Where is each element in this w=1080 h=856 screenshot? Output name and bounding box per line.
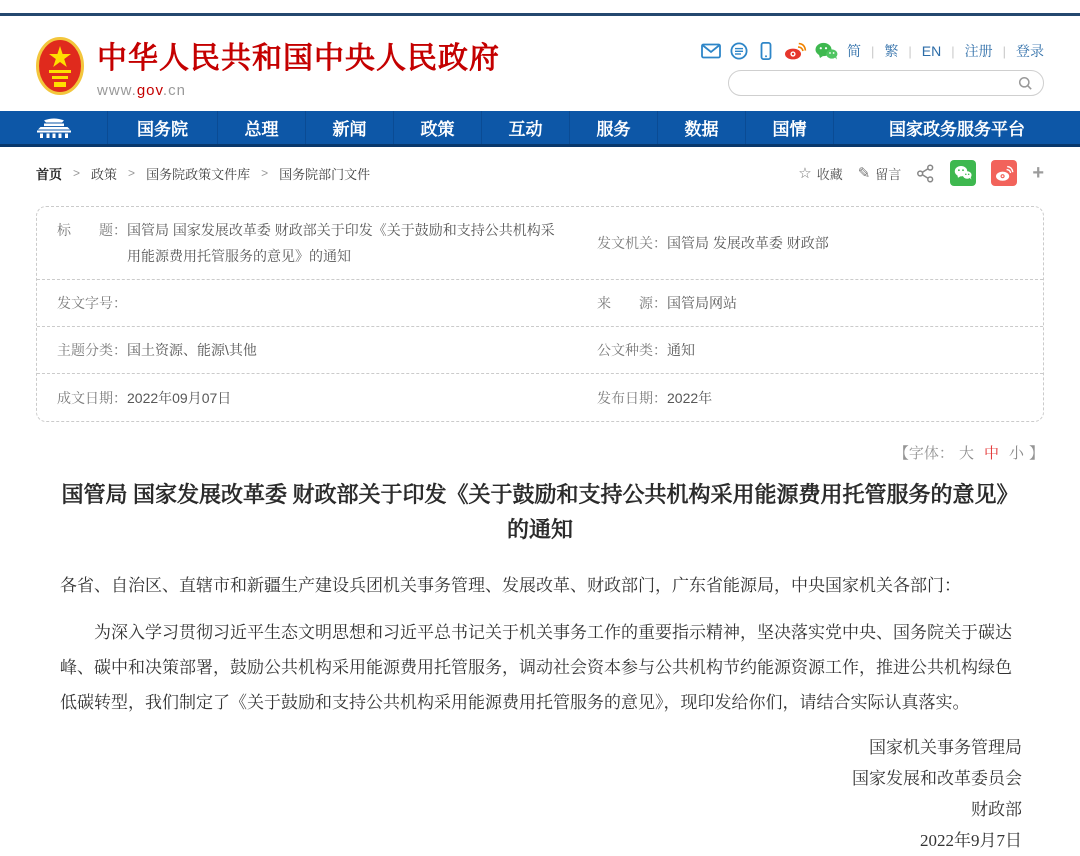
nav-item-interaction[interactable]: 互动 [481, 111, 569, 144]
signature-line: 财政部 [971, 800, 1022, 819]
font-size-medium-button[interactable]: 中 [983, 445, 999, 462]
main-nav [0, 111, 1080, 147]
meta-label-document-type: 公文种类： [597, 342, 667, 358]
breadcrumb-separator: > [128, 166, 136, 180]
breadcrumb-row [0, 147, 1080, 201]
nav-home[interactable] [0, 111, 107, 144]
meta-value-written-date: 2022年09月07日 [127, 389, 232, 406]
meta-value-document-type: 通知 [667, 342, 695, 358]
meta-value-title: 国管局 国家发展改革委 财政部关于印发《关于鼓励和支持公共机构采用能源费用托管服务的意见》的通知 [127, 222, 555, 264]
url-prefix: www. [97, 82, 137, 99]
signature-line: 国家发展和改革委员会 [852, 769, 1022, 788]
meta-label-written-date: 成文日期： [57, 389, 127, 406]
brand-text [97, 33, 500, 99]
lang-simplified[interactable]: 简 [846, 43, 861, 59]
comment-label: 留言 [875, 166, 902, 182]
meta-row-dates [37, 374, 1043, 421]
page-actions [798, 160, 1044, 186]
weibo-icon[interactable] [784, 42, 806, 60]
mobile-icon[interactable] [757, 42, 775, 60]
more-share-icon[interactable]: + [1032, 161, 1044, 184]
site-header [0, 16, 1080, 111]
font-widget-open-bracket: 【 [893, 445, 909, 462]
breadcrumb-home[interactable]: 首页 [36, 166, 63, 182]
meta-value-source: 国管局网站 [667, 295, 737, 311]
breadcrumb-separator: > [73, 166, 81, 180]
nav-item-news[interactable]: 新闻 [305, 111, 393, 144]
header-icon-row [701, 41, 1044, 61]
meta-value-publish-date: 2022年 [667, 389, 713, 406]
font-widget-label: 字体： [908, 445, 954, 462]
meta-cell-publish-date [577, 375, 1043, 421]
nav-item-state-council[interactable]: 国务院 [107, 111, 217, 144]
register-link[interactable]: 注册 [964, 43, 993, 59]
search-icon[interactable] [1018, 76, 1033, 91]
signature-block [58, 732, 1022, 856]
meta-value-issuing-agency: 国管局 发展改革委 财政部 [667, 235, 829, 251]
meta-label-issuing-agency: 发文机关： [597, 235, 667, 251]
favorite-button[interactable] [798, 164, 842, 183]
breadcrumb-policy-library[interactable]: 国务院政策文件库 [146, 166, 251, 182]
document-meta-table [36, 206, 1044, 422]
meta-cell-document-type [577, 327, 1043, 373]
document-title: 国管局 国家发展改革委 财政部关于印发《关于鼓励和支持公共机构采用能源费用托管服务的意见》的通知 [61, 482, 1019, 542]
nav-item-services[interactable]: 服务 [569, 111, 657, 144]
meta-label-topic-category: 主题分类： [57, 342, 127, 358]
star-icon: ☆ [798, 165, 812, 182]
breadcrumb [36, 164, 370, 183]
breadcrumb-policy[interactable]: 政策 [91, 166, 118, 182]
share-weibo-icon[interactable] [991, 160, 1017, 186]
document-salutation: 各省、自治区、直辖市和新疆生产建设兵团机关事务管理、发展改革、财政部门，广东省能源局，中央国家机关各部门： [60, 576, 961, 595]
url-suffix: .cn [162, 82, 186, 99]
meta-label-publish-date: 发布日期： [597, 389, 667, 406]
meta-value-topic-category: 国土资源、能源\其他 [127, 342, 257, 358]
font-size-large-button[interactable]: 大 [958, 445, 974, 462]
share-icon[interactable] [916, 164, 935, 183]
national-emblem-logo [36, 37, 84, 95]
font-widget-close-bracket: 】 [1028, 445, 1044, 462]
meta-cell-issuing-agency [577, 220, 1043, 266]
meta-cell-topic-category [37, 327, 577, 373]
signature-date: 2022年9月7日 [920, 831, 1022, 850]
meta-cell-reference-number [37, 280, 577, 326]
nav-item-data[interactable]: 数据 [657, 111, 745, 144]
lang-separator: | [1002, 43, 1006, 59]
header-right [701, 33, 1044, 99]
site-title[interactable]: 中华人民共和国中央人民政府 [97, 42, 500, 75]
meta-cell-title [37, 207, 577, 279]
font-size-small-button[interactable]: 小 [1008, 445, 1024, 462]
url-gov: gov [136, 82, 163, 99]
lang-english[interactable]: EN [921, 43, 942, 59]
meta-label-reference-number: 发文字号： [57, 295, 127, 311]
site-url[interactable] [97, 82, 500, 99]
meta-cell-written-date [37, 375, 577, 421]
meta-row-title [37, 207, 1043, 280]
meta-label-title: 标 题： [57, 222, 127, 238]
nav-item-gov-service-platform[interactable]: 国家政务服务平台 [833, 111, 1080, 144]
lang-separator: | [908, 43, 912, 59]
tiananmen-home-icon [31, 116, 77, 139]
lang-separator: | [951, 43, 955, 59]
nav-item-policy[interactable]: 政策 [393, 111, 481, 144]
meta-cell-source [577, 280, 1043, 326]
pencil-icon: ✎ [857, 165, 871, 182]
lang-separator: | [870, 43, 875, 59]
wechat-icon[interactable] [815, 42, 838, 60]
breadcrumb-separator: > [261, 166, 269, 180]
lang-traditional[interactable]: 繁 [884, 43, 899, 59]
login-link[interactable]: 登录 [1016, 43, 1044, 59]
share-wechat-icon[interactable] [950, 160, 976, 186]
breadcrumb-dept-documents[interactable]: 国务院部门文件 [279, 166, 371, 182]
comment-button[interactable] [858, 164, 902, 183]
search-box[interactable] [728, 70, 1044, 96]
mail-icon[interactable] [701, 43, 721, 59]
signature-line: 国家机关事务管理局 [869, 738, 1022, 757]
meta-row-topic-type [37, 327, 1043, 374]
meta-row-refnum-source [37, 280, 1043, 327]
message-icon[interactable] [730, 42, 748, 60]
meta-label-source: 来 源： [597, 295, 667, 311]
nav-item-national[interactable]: 国情 [745, 111, 833, 144]
nav-item-premier[interactable]: 总理 [217, 111, 305, 144]
font-size-widget [36, 442, 1044, 463]
site-brand[interactable] [36, 33, 500, 99]
favorite-label: 收藏 [816, 166, 843, 182]
search-input[interactable] [739, 76, 1018, 91]
document-paragraph: 为深入学习贯彻习近平生态文明思想和习近平总书记关于机关事务工作的重要指示精神，坚决落实党中央、国务院关于碳达峰、碳中和决策部署，鼓励公共机构采用能源费用托管服务，调动社会资本参与公共机构节约能源资源工作，推进公共机构绿色低碳转型，我们制定了《关于鼓励和支持公共机构采用能源费用托管服务的意见》，现印发给你们，请结合实际认真落实。 [60, 623, 1012, 712]
